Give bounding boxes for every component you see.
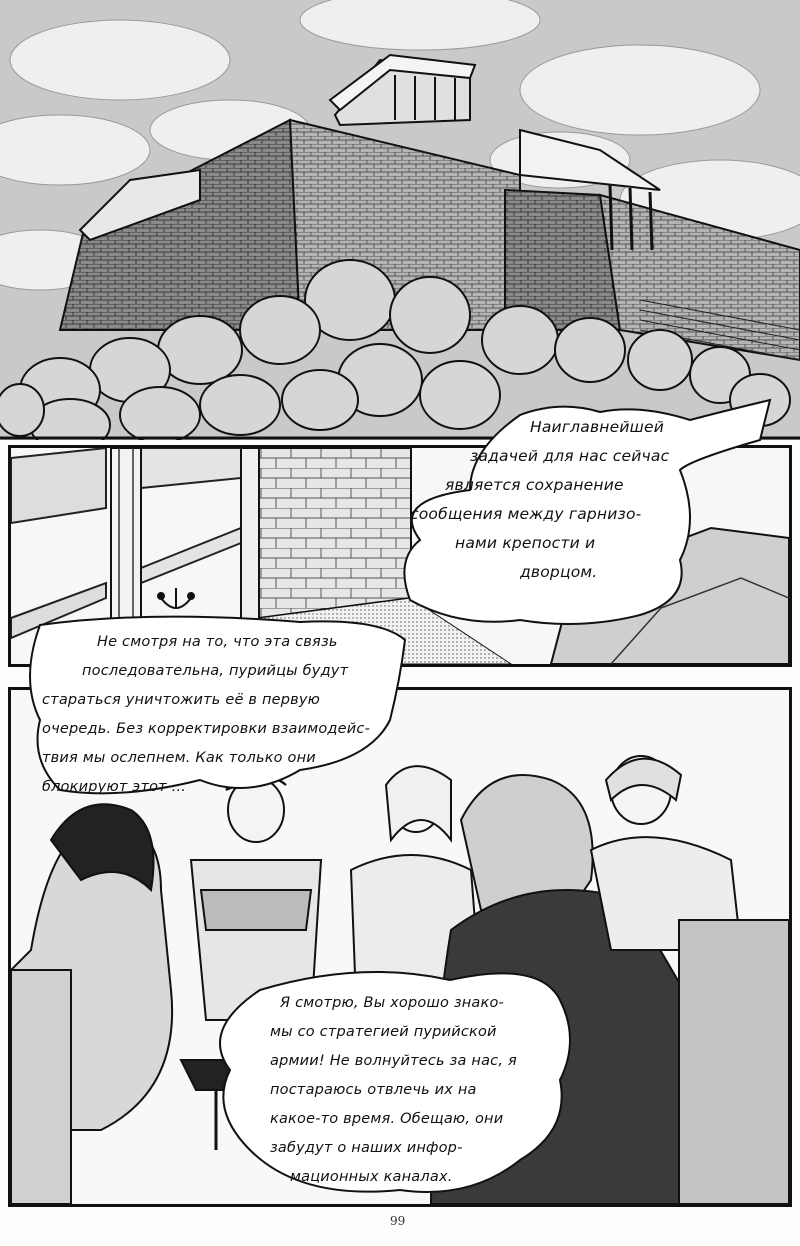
dialogue-line: дворцом. <box>520 563 598 581</box>
dialogue-line: последовательна, пурийцы будут <box>82 663 349 679</box>
bubble-text-fortress <box>410 413 680 587</box>
dialogue-line: Я смотрю, Вы хорошо знако- <box>280 995 504 1011</box>
dialogue-line: мационных каналах. <box>290 1169 453 1185</box>
dialogue-line: стараться уничтожить её в первую <box>42 692 321 708</box>
dialogue-line: постараюсь отвлечь их на <box>270 1082 477 1098</box>
dialogue-line: нами крепости и <box>455 534 596 552</box>
dialogue-line: очередь. Без корректировки взаимодейс- <box>42 721 371 737</box>
dialogue-line: задачей для нас сейчас <box>470 447 670 465</box>
dialogue-line: сообщения между гарнизо- <box>410 505 642 523</box>
dialogue-line: армии! Не волнуйтесь за нас, я <box>270 1053 517 1069</box>
bubble-text-officer <box>42 628 402 802</box>
dialogue-line: является сохранение <box>445 476 624 494</box>
dialogue-line: твия мы ослепнем. Как только они <box>42 750 316 766</box>
dialogue-line: Наиглавнейшей <box>530 418 665 436</box>
bubble-text-leader <box>232 989 552 1192</box>
dialogue-line: блокируют этот ... <box>42 779 187 795</box>
page-number: 99 <box>390 1214 406 1228</box>
dialogue-line: Не смотря на то, что эта связь <box>97 634 338 650</box>
dialogue-line: какое-то время. Обещаю, они <box>270 1111 504 1127</box>
dialogue-line: мы со стратегией пурийской <box>270 1024 497 1040</box>
dialogue-line: забудут о наших инфор- <box>270 1140 463 1156</box>
